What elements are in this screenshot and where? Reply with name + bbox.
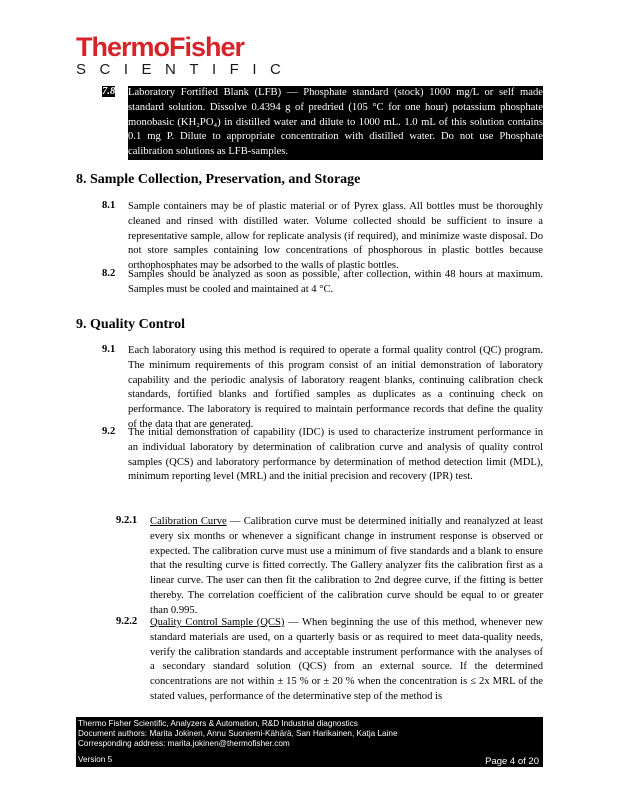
section-8-heading: 8. Sample Collection, Preservation, and Storage: [76, 172, 361, 187]
item-9-2-text: The initial demonstration of capability (IDC) is used to characterize instrument performance in an individual laboratory by determination of calibration curve and analysis of quality control samples (QCS) and laboratory performance by determination of method detection limit (MDL), minimum reporting level (MRL) and the initial precision and recovery (IPR) test.: [128, 427, 543, 483]
logo-subtitle: SCIENTIFIC: [76, 61, 295, 78]
item-9-1-text: Each laboratory using this method is required to operate a formal quality control (QC) program. The minimum requirements of this program consist of an initial demonstration of laboratory capability and the periodic analysis of laboratory reagent blanks, continuing calibration check standards, fortified blanks and fortified samples as duplicates as a continuing check on performance. The laboratory is required to maintain performance records that define the quality of the data that are generated.: [128, 345, 543, 430]
item-9-2-2-text: — When beginning the use of this method, whenever new standard materials are used, on a quarterly basis or as required to meet data-quality needs, verify the calibration standards and acceptable instrument performance with the analyses of a secondary standard solution (QCS) from an external source. If the determined concentrations are not within ± 15 % or ± 20 % when the concentration is ≤ 2x MRL of the stated values, performance of the determinative step of the method is: [150, 617, 543, 702]
item-8-2-number: 8.2: [102, 268, 116, 279]
item-9-2-1-title: Calibration Curve: [150, 516, 227, 527]
section-9-heading: 9. Quality Control: [76, 317, 186, 332]
page-number: Page 4 of 20: [485, 756, 539, 767]
item-8-1-number: 8.1: [102, 200, 116, 211]
logo-wordmark: ThermoFisher: [76, 32, 245, 62]
footer-version: Version 5: [78, 755, 113, 764]
item-7-8-number: 7.8: [102, 86, 116, 97]
item-8-1-text: Sample containers may be of plastic material or of Pyrex glass. All bottles must be thoroughly cleaned and rinsed with distilled water. Volume collected should be sufficient to insure a representative sample, allow for replicate analysis (if required), and minimize waste disposal. Do not store samples containing low concentrations of phosphorous in plastic bottles because orthophosphates may be adsorbed to the walls of plastic bottles.: [128, 201, 543, 272]
item-9-2-1-text: — Calibration curve must be determined initially and reanalyzed at least every six months or whenever a significant change in instrument response is observed or expected. The calibration curve must use a minimum of five standards and a blank to ensure that the resulting curve is fitted correctly. The Gallery analyzer fits the calibration first as a linear curve. The user can then fit the calibration to 2nd degree curve, if the fitting is better thereby. The correlation coefficient of the calibration curve should be equal to or greater than 0.995.: [150, 516, 543, 616]
item-7-8-text: Laboratory Fortified Blank (LFB) — Phosphate standard (stock) 1000 mg/L or self made standard solution. Dissolve 0.4394 g of predried (105 °C for one hour) potassium phosphate monobasic (KH₂PO₄) in distilled water and dilute to 1000 mL. 1.0 mL of this solution contains 0.1 mg P. Dilute to appropriate concentration with distilled water. Do not use Phosphate calibration solutions as LFB-samples.: [128, 86, 543, 160]
footer-address: Corresponding address: marita.jokinen@thermofisher.com: [78, 739, 290, 748]
thermo-fisher-logo: [76, 34, 294, 79]
footer-company: Thermo Fisher Scientific, Analyzers & Automation, R&D Industrial diagnostics: [78, 719, 358, 728]
item-9-1-number: 9.1: [102, 344, 116, 355]
item-9-2-2-number: 9.2.2: [116, 616, 138, 627]
item-9-2-2-title: Quality Control Sample (QCS): [150, 617, 285, 628]
item-9-2-2-body: [150, 616, 543, 705]
item-9-2-1-body: [150, 515, 543, 619]
item-9-2-1-number: 9.2.1: [116, 515, 138, 526]
page-footer: [76, 717, 543, 767]
footer-authors: Document authors: Marita Jokinen, Annu Suoniemi-Kähärä, San Harikainen, Katja Laine: [78, 729, 398, 738]
item-9-2-number: 9.2: [102, 426, 116, 437]
item-8-2-text: Samples should be analyzed as soon as possible, after collection, within 48 hours at maximum. Samples must be cooled and maintained at 4 °C.: [128, 269, 543, 295]
